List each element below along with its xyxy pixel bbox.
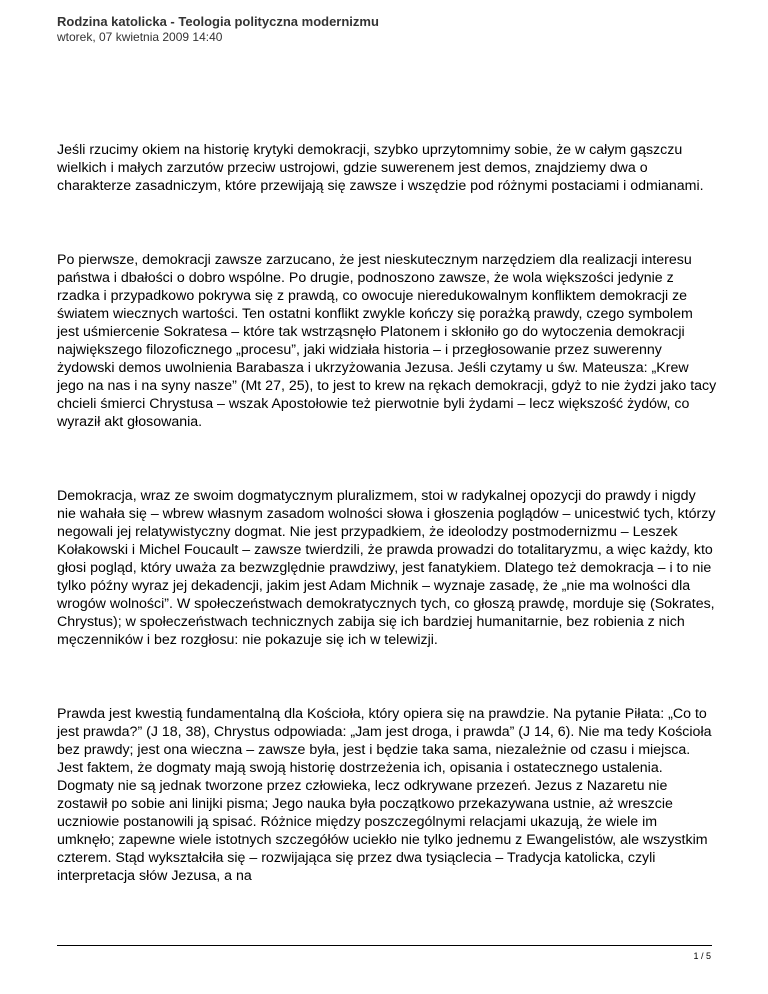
paragraph: Prawda jest kwestią fundamentalną dla Kościoła, który opiera się na prawdzie. Na pytanie Piłata: „Co to jest prawda?” (J 18, 38), Chrystus odpowiada: „Jam jest droga, i prawda” (J 14, 6). Nie ma tedy Kościoła bez prawdy; jest ona wieczna – zawsze była, jest i będzie taka sama, niezależnie od czasu i miejsca. Jest faktem, że dogmaty mają swoją historię dostrzeżenia ich, opisania i ostatecznego ustalenia. Dogmaty nie są jednak tworzone przez człowieka, lecz odkrywane przezeń. Jezus z Nazaretu nie zostawił po sobie ani linijki pisma; Jego nauka była początkowo przekazywana ustnie, aż wreszcie uczniowie postanowili ją spisać. Różnice między poszczególnymi relacjami ukazują, że wiele im umknęło; zapewne wiele istotnych szczegółów uciekło nie tylko jednemu z Ewangelistów, ale wszystkim czterem. Stąd wykształciła się – rozwijająca się przez dwa tysiąclecia – Tradycja katolicka, czyli interpretacja słów Jezusa, a na: [57, 706, 712, 884]
document-date: wtorek, 07 kwietnia 2009 14:40: [57, 30, 223, 44]
page-number: 1 / 5: [693, 951, 711, 961]
paragraph: Po pierwsze, demokracji zawsze zarzucano, że jest nieskutecznym narzędziem dla realizacji interesu państwa i dbałości o dobro wspólne. Po drugie, podnoszono zawsze, że wola większości jedynie z rzadka i przypadkowo pokrywa się z prawdą, co owocuje nieredukowalnym konfliktem demokracji ze światem wiecznych wartości. Ten ostatni konflikt zwykle kończy się porażką prawdy, czego symbolem jest uśmiercenie Sokratesa – które tak wstrząsnęło Platonem i skłoniło go do wytoczenia demokracji największego filozoficznego „procesu”, jaki widziała historia – i przegłosowanie przez suwerenny żydowski demos uwolnienia Barabasza i ukrzyżowania Jezusa. Jeśli czytamy u św. Mateusza: „Krew jego na nas i na syny nasze” (Mt 27, 25), to jest to krew na rękach demokracji, gdyż to nie żydzi jako tacy chcieli śmierci Chrystusa – wszak Apostołowie też pierwotnie byli żydami – lecz większość żydów, co wyraził akt głosowania.: [57, 252, 717, 430]
footer-divider: [57, 945, 712, 946]
document-title: Rodzina katolicka - Teologia polityczna modernizmu: [57, 14, 379, 29]
document-header: [57, 14, 717, 45]
paragraph: Demokracja, wraz ze swoim dogmatycznym pluralizmem, stoi w radykalnej opozycji do prawdy i nigdy nie wahała się – wbrew własnym zasadom wolności słowa i głoszenia poglądów – unicestwić tych, którzy negowali jej relatywistyczny dogmat. Nie jest przypadkiem, że ideolodzy postmodernizmu – Leszek Kołakowski i Michel Foucault – zawsze twierdzili, że prawda prowadzi do totalitaryzmu, a więc każdy, kto głosi pogląd, który uważa za bezwzględnie prawdziwy, jest fanatykiem. Dlatego też demokracja – i to nie tylko późny wyraz jej dekadencji, jakim jest Adam Michnik – wyznaje zasadę, że „nie ma wolności dla wrogów wolności”. W społeczeństwach demokratycznych tych, co głoszą prawdę, morduje się (Sokrates, Chrystus); w społeczeństwach technicznych zabija się ich bardziej humanitarnie, bez robienia z nich męczenników i bez rozgłosu: nie pokazuje się ich w telewizji.: [57, 488, 716, 648]
paragraph: Jeśli rzucimy okiem na historię krytyki demokracji, szybko uprzytomnimy sobie, że w całym gąszczu wielkich i małych zarzutów przeciw ustrojowi, gdzie suwerenem jest demos, znajdziemy dwa o charakterze zasadniczym, które przewijają się zawsze i wszędzie pod różnymi postaciami i odmianami.: [57, 142, 704, 194]
article-body: [57, 141, 717, 941]
